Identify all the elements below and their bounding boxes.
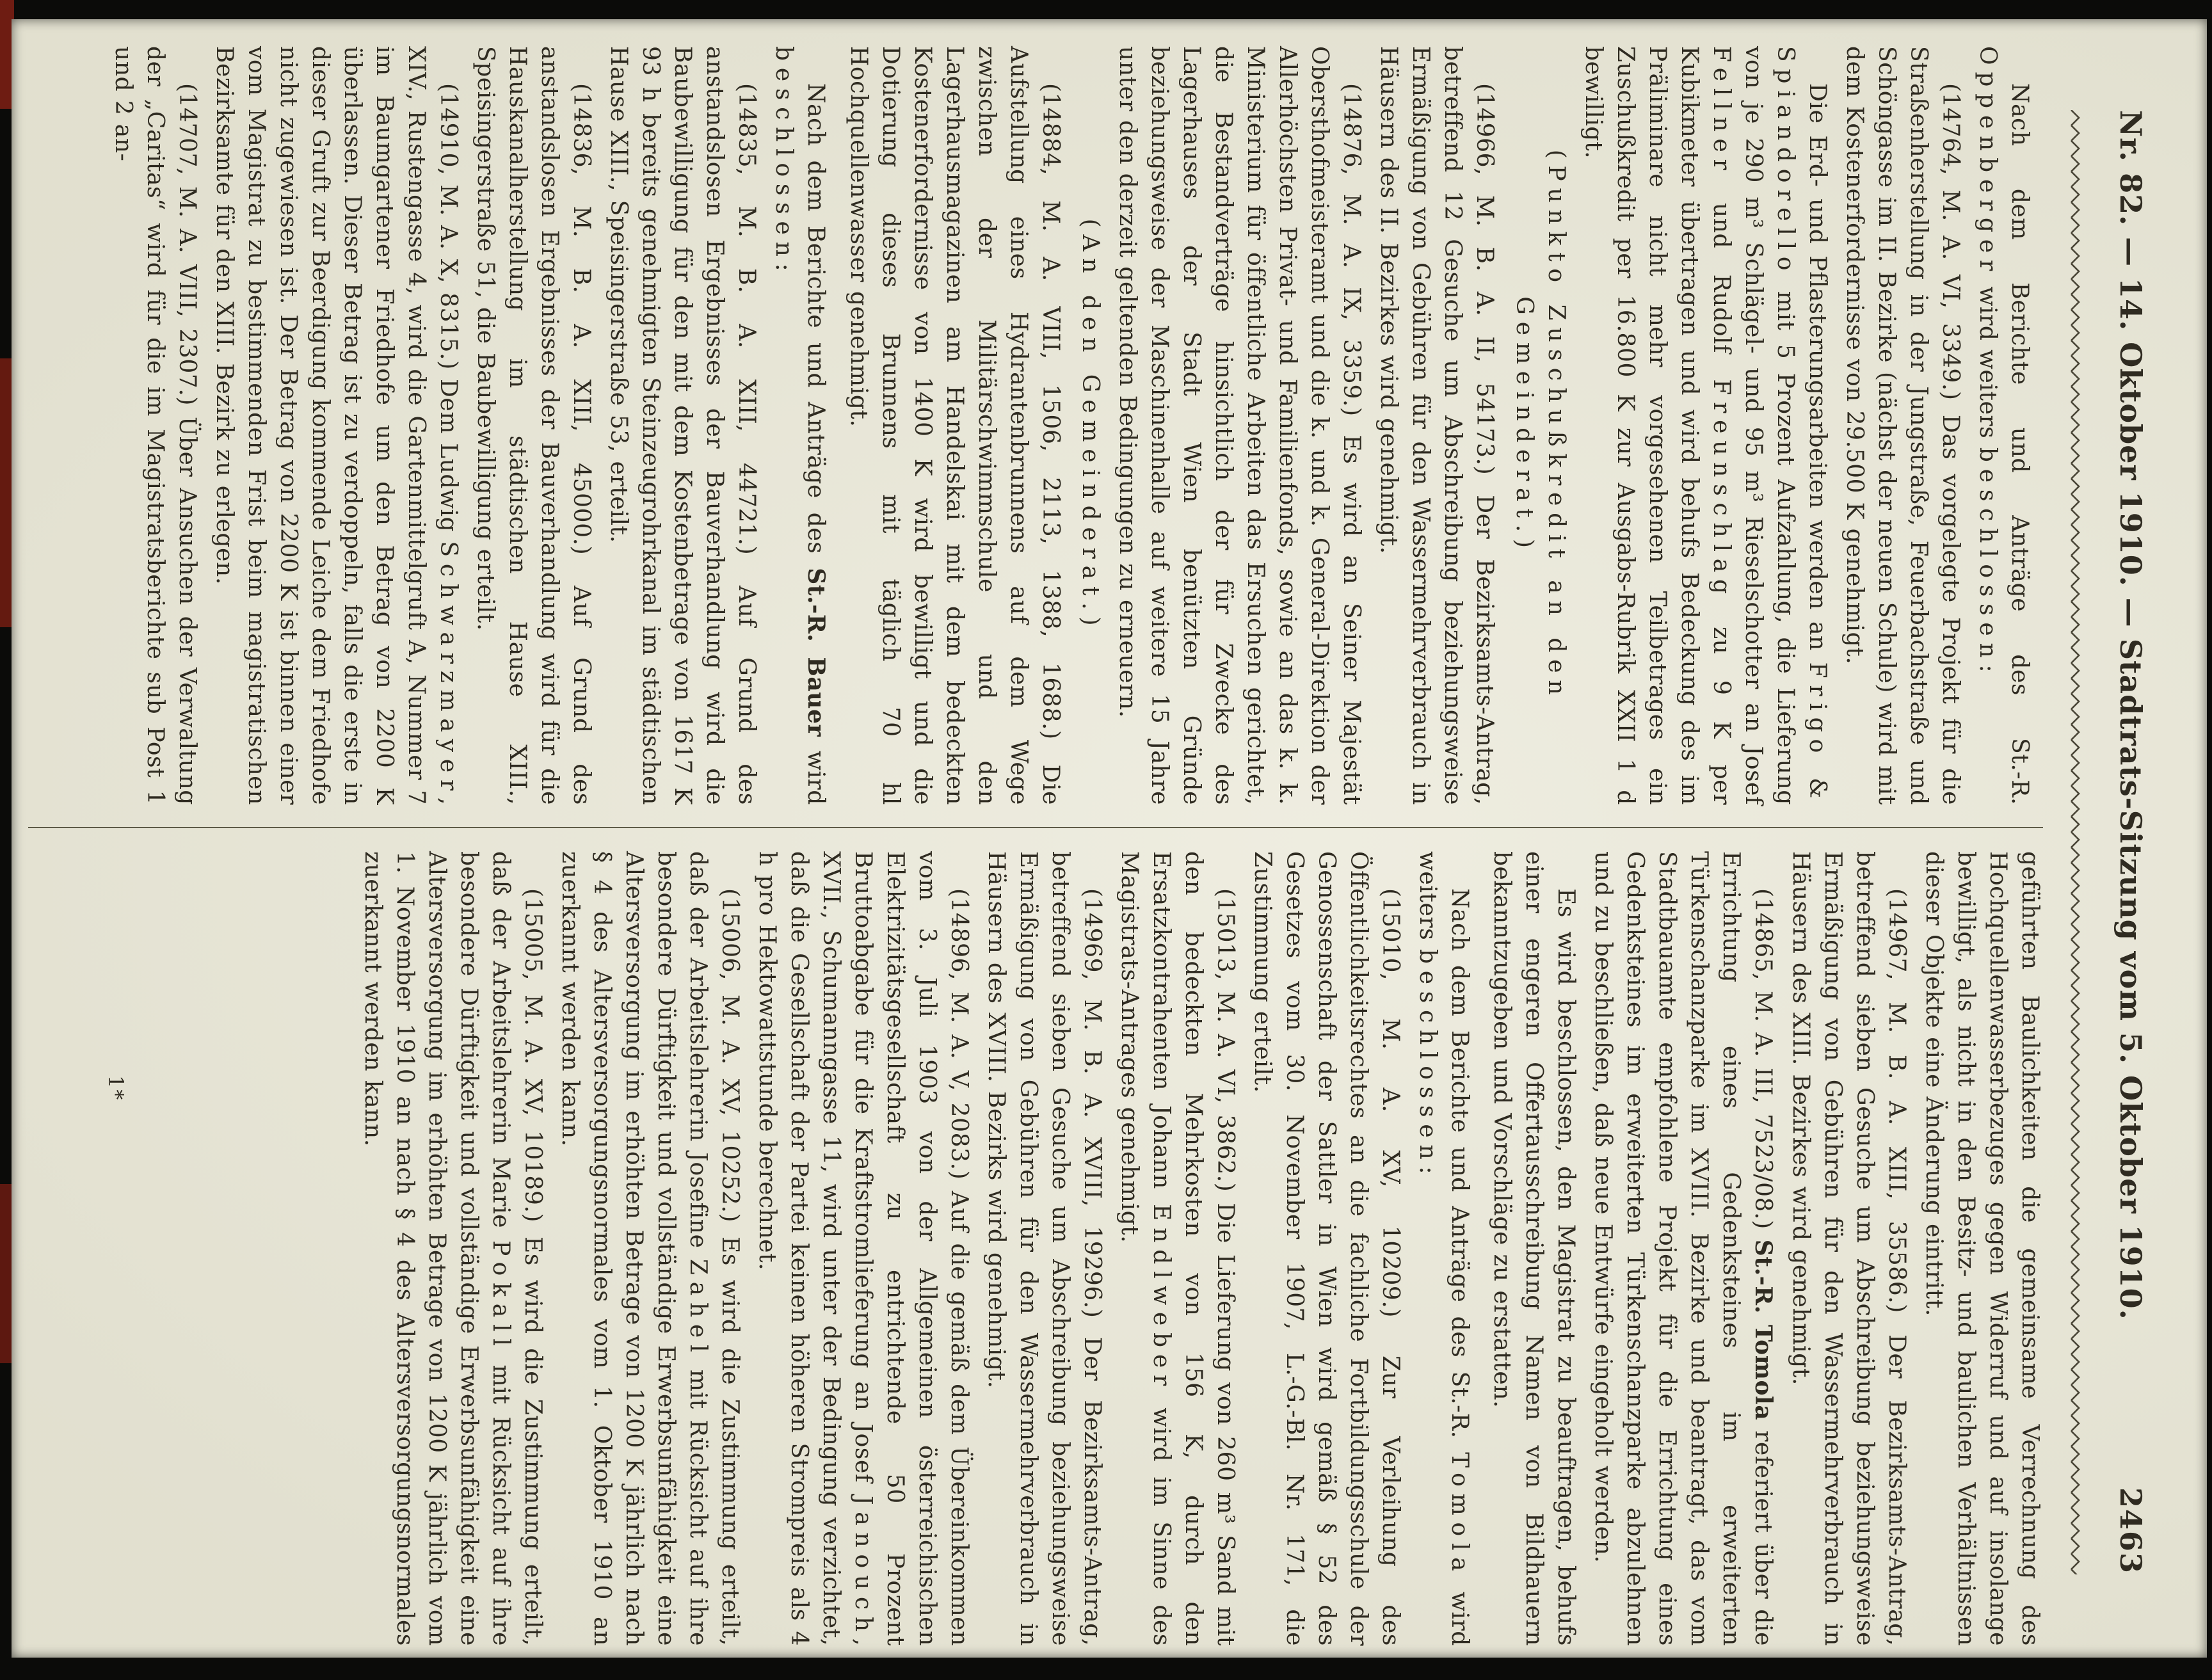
paragraph: (14876, M. A. IX, 3359.) Es wird an Seiner Majestät Obersthofmeisteramt und die k. und k. General-Direktion der Allerhöchsten Privat- und Familienfonds, sowie an das k. k. Ministerium für öffentliche Arbeiten das Ersuchen gerichtet, die Bestandverträge hinsichtlich der für Zwecke des Lagerhauses der Stadt Wien benützten Gründe beziehungsweise der Maschinenhalle auf weitere 15 Jahre unter den derzeit geltenden Bedingungen zu erneuern. — [1114, 46, 1365, 805]
paragraph: (14966, M. B. A. II, 54173.) Der Bezirksamts-Antrag, betreffend 12 Gesuche um Abschreibung beziehungsweise Ermäßigung von Gebühren für den Wassermehrverbrauch in Häusern des II. Bezirkes wird genehmigt. — [1375, 46, 1498, 805]
paragraph: (14836, M. B. A. XIII, 45000.) Auf Grund des anstandslosen Ergebnisses der Bauverhandlung wird für die Hauskanalherstellung im städtischen Hause XIII., Speisingerstraße 51, die Baubewilligung erteilt. — [472, 46, 595, 805]
signature-mark: 1* — [104, 1075, 128, 1101]
column-a — [102, 46, 2046, 805]
zigzag-rule — [2069, 110, 2081, 1574]
page-header — [2113, 110, 2148, 1574]
column-b — [351, 851, 2046, 1646]
paragraph: Nach dem Berichte und Anträge des St.-R. Bauer wird beschlossen: — [771, 46, 830, 805]
column-divider-rule — [28, 827, 2043, 828]
paragraph: Es wird beschlossen, den Magistrat zu beauftragen, behufs einer engeren Offertausschreibung Namen von Bildhauern bekanntzugeben und Vorschläge zu erstatten. — [1489, 851, 1579, 1646]
paragraph: (14764, M. A. VI, 3349.) Das vorgelegte Projekt für die Straßenherstellung in der Jungstraße, Feuerbachstraße und Schöngasse im II. Bezirke (nächst der neuen Schule) wird mit dem Kostenerfordernisse von 29.500 K genehmigt. — [1841, 46, 1964, 805]
paragraph: (14707, M. A. VIII, 2307.) Über Ansuchen der Verwaltung der „Caritas“ wird für die im Magistratsberichte sub Post 1 und 2 an- — [110, 46, 200, 805]
paragraph: (An den Gemeinderat.) — [1077, 218, 1103, 633]
issue-header-line: Nr. 82. — 14. Oktober 1910. — Stadtrats-Sitzung vom 5. Oktober 1910. — [2113, 110, 2148, 1320]
document-page — [12, 19, 2207, 1658]
paragraph: (14865, M. A. III, 7523/08.) St.-R. Tomola referiert über die Errichtung eines Gedenksteines im erweiterten Türkenschanzparke im XVIII. Bezirke und beantragt, das vom Stadtbauamte empfohlene Projekt für die Errichtung eines Gedenksteines im erweiterten Türkenschanzparke abzulehnen und zu beschließen, daß neue Entwürfe eingeholt werden. — [1590, 851, 1777, 1646]
paragraph: (14967, M. B. A. XIII, 35586.) Der Bezirksamts-Antrag, betreffend sieben Gesuche um Abschreibung beziehungsweise Ermäßigung von Gebühren für den Wassermehrverbrauch in Häusern des XIII. Bezirkes wird genehmigt. — [1788, 851, 1910, 1646]
paragraph: (Punkto Zuschußkredit an den Gemeinderat.) — [1511, 149, 1569, 702]
paragraph: Die Erd- und Pflasterungsarbeiten werden an Frigo & Spiandorello mit 5 Prozent Aufzahlung, die Lieferung von je 290 m³ Schlägel- und 95 m³ Rieselschotter an Josef Fellner und Rudolf Freunschlag zu 9 K per Kubikmeter übertragen und wird behufs Bedeckung des im Präliminare nicht mehr vorgesehenen Teilbetrages ein Zuschußkredit per 16.800 K zur Ausgabs-Rubrik XXII 1 d bewilligt. — [1580, 46, 1831, 805]
paragraph: (14896, M. A. V, 2083.) Auf die gemäß dem Übereinkommen vom 3. Juli 1903 von der Allgemeinen österreichischen Elektrizitätsgesellschaft zu entrichtende 50 Prozent Bruttoabgabe für die Kraftstromlieferung an Josef Janouch, XVII., Schumanngasse 11, wird unter der Bedingung verzichtet, daß die Gesellschaft der Partei keinen höheren Strompreis als 4 h pro Hektowattstunde berechnet. — [754, 851, 972, 1646]
paragraph: (14835, M. B. A. XIII, 44721.) Auf Grund des anstandslosen Ergebnisses der Bauverhandlung wird die Baubewilligung für den mit dem Kostenbetrage von 1617 K 93 h bereits genehmigten Steinzeugrohrkanal im städtischen Hause XIII., Speisingerstraße 53, erteilt. — [605, 46, 760, 805]
paragraph: Nach dem Berichte und Anträge des St.-R. Oppenberger wird weiters beschlossen: — [1975, 46, 2033, 805]
paragraph: (15005, M. A. XV, 10189.) Es wird die Zustimmung erteilt, daß der Arbeitslehrerin Marie Pokall mit Rücksicht auf ihre besondere Dürftigkeit und vollständige Erwerbsunfähigkeit eine Altersversorgung im erhöhten Betrage von 1200 K jährlich vom 1. November 1910 an nach § 4 des Altersversorgungsnormales zuerkannt werden kann. — [360, 851, 546, 1646]
paragraph: (15010, M. A. XV, 10209.) Zur Verleihung des Öffentlichkeitsrechtes an die fachliche Fortbildungsschule der Genossenschaft der Sattler in Wien wird gemäß § 52 des Gesetzes vom 30. November 1907, L.-G.-Bl. Nr. 171, die Zustimmung erteilt. — [1249, 851, 1404, 1646]
paragraph: Nach dem Berichte und Anträge des St.-R. Tomola wird weiters beschlossen: — [1415, 851, 1473, 1646]
paragraph: (14884, M. A. VIII, 1506, 2113, 1388, 1688.) Die Aufstellung eines Hydrantenbrunnens auf dem Wege zwischen der Militärschwimmschule und den Lagerhausmagazinen am Handelskai mit dem bedeckten Kostenerfordernisse von 1400 K wird bewilligt und die Dotierung dieses Brunnens mit täglich 70 hl Hochquellenwasser genehmigt. — [846, 46, 1064, 805]
paragraph: geführten Baulichkeiten die gemeinsame Verrechnung des Hochquellenwasserbezuges gegen Widerruf und auf insolange bewilligt, als nicht in den Besitz- und baulichen Verhältnissen dieser Objekte eine Änderung eintritt. — [1921, 851, 2043, 1646]
paragraph: (14969, M. B. A. XVIII, 19296.) Der Bezirksamts-Antrag, betreffend sieben Gesuche um Abschreibung beziehungsweise Ermäßigung von Gebühren für den Wassermehrverbrauch in Häusern des XVIII. Bezirks wird genehmigt. — [983, 851, 1105, 1646]
paragraph: (14910, M. A. X, 8315.) Dem Ludwig Schwarzmayer, XIV., Rustengasse 4, wird die Gartenmittelgruft A, Nummer 7 im Baumgartener Friedhofe um den Betrag von 2200 K überlassen. Dieser Betrag ist zu verdoppeln, falls die erste in dieser Gruft zur Beerdigung kommende Leiche dem Friedhofe nicht zugewiesen ist. Der Betrag von 2200 K ist binnen einer vom Magistrat zu bestimmenden Frist beim magistratischen Bezirksamte für den XIII. Bezirk zu erlegen. — [211, 46, 461, 805]
paragraph: (15013, M. A. VI, 3862.) Die Lieferung von 260 m³ Sand mit den bedeckten Mehrkosten von 156 K, durch den Ersatzkontrahenten Johann Endlweber wird im Sinne des Magistrats-Antrages genehmigt. — [1116, 851, 1238, 1647]
paragraph: (15006, M. A. XV, 10252.) Es wird die Zustimmung erteilt, daß der Arbeitslehrerin Josefine Zahel mit Rücksicht auf ihre besondere Dürftigkeit und vollständige Erwerbsunfähigkeit eine Altersversorgung im erhöhten Betrage von 1200 K jährlich nach § 4 des Altersversorgungsnormales vom 1. Oktober 1910 an zuerkannt werden kann. — [557, 851, 743, 1646]
page-number: 2463 — [2113, 1487, 2148, 1574]
